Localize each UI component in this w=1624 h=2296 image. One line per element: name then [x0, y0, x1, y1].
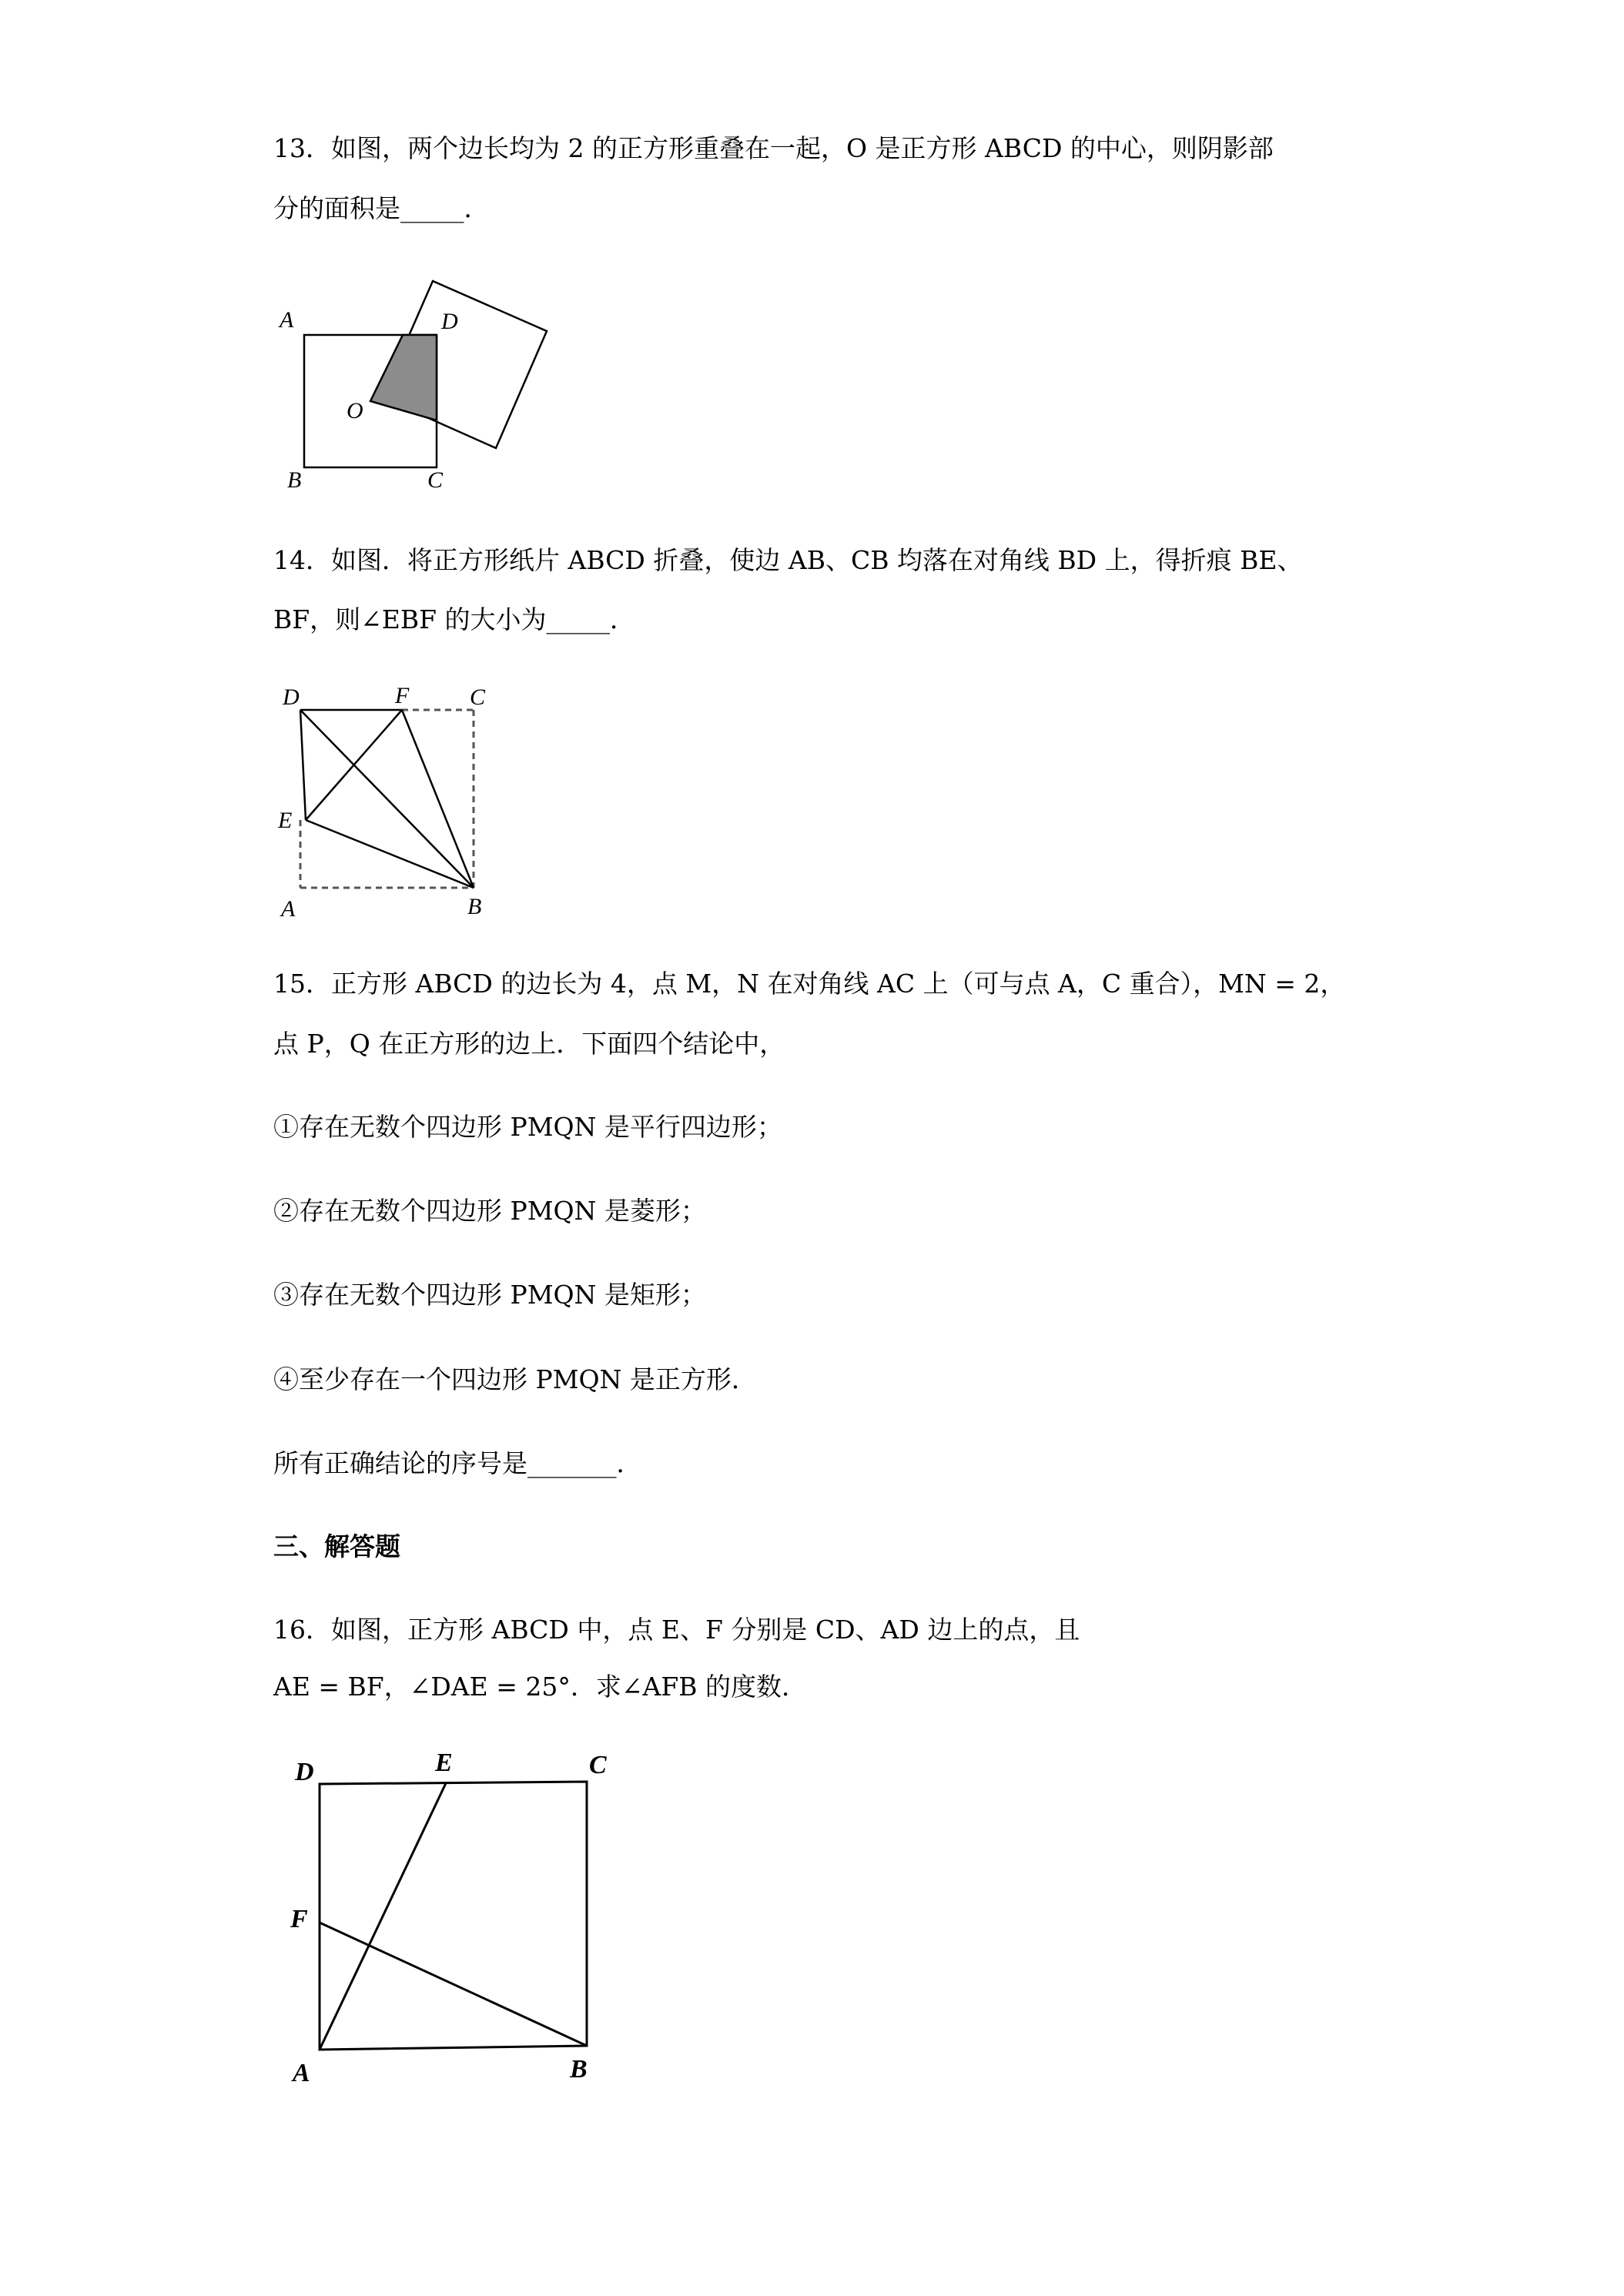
q13-label-b: B	[287, 467, 302, 493]
q14-line-fb	[402, 710, 474, 888]
q14-label-c: C	[470, 684, 486, 710]
q16-square-abcd	[320, 1782, 587, 2050]
q14-text-line2: BF，则∠EBF 的大小为_____．	[273, 604, 636, 634]
q16-line-ae	[320, 1783, 446, 2050]
q14-label-e: E	[278, 808, 293, 833]
q15-text-line2: 点 P，Q 在正方形的边上．下面四个结论中，	[273, 1029, 785, 1059]
q14-text-line1: 14．如图．将正方形纸片 ABCD 折叠，使边 AB、CB 均落在对角线 BD 上，得折痕 BE、	[273, 545, 1303, 575]
q16-label-f: F	[290, 1905, 308, 1933]
q16-label-a: A	[293, 2059, 310, 2087]
q16-line-bf	[320, 1923, 587, 2046]
q13-text-line1: 13．如图，两个边长均为 2 的正方形重叠在一起，O 是正方形 ABCD 的中心，则阴影部	[273, 133, 1274, 163]
q14-line-db	[300, 710, 474, 888]
q15-item-1: ①存在无数个四边形 PMQN 是平行四边形；	[273, 1112, 782, 1142]
q16-text-line2: AE = BF，∠DAE = 25°．求∠AFB 的度数．	[273, 1672, 807, 1702]
q16-text-line1: 16．如图，正方形 ABCD 中，点 E、F 分别是 CD、AD 边上的点，且	[273, 1615, 1080, 1645]
q14-label-f: F	[395, 683, 410, 708]
q16-label-c: C	[589, 1751, 607, 1779]
q14-label-d: D	[283, 684, 300, 710]
q13-label-c: C	[427, 467, 444, 493]
q13-shaded-region	[370, 335, 437, 420]
q14-label-b: B	[467, 894, 482, 919]
q15-text-line1: 15．正方形 ABCD 的边长为 4，点 M，N 在对角线 AC 上（可与点 A，C 重合），MN = 2，	[273, 969, 1346, 999]
q16-label-d: D	[295, 1758, 314, 1786]
q15-item-4: ④至少存在一个四边形 PMQN 是正方形．	[273, 1364, 757, 1394]
section-title: 三、解答题	[273, 1531, 400, 1561]
q16-label-b: B	[570, 2055, 588, 2083]
q15-item-3: ③存在无数个四边形 PMQN 是矩形；	[273, 1280, 706, 1310]
q13-label-a: A	[280, 307, 294, 333]
q15-item-2: ②存在无数个四边形 PMQN 是菱形；	[273, 1196, 706, 1226]
q13-text-line2: 分的面积是_____．	[273, 193, 490, 223]
q15-answer-line: 所有正确结论的序号是_______．	[273, 1448, 642, 1478]
q14-line-eb	[306, 820, 474, 888]
q13-label-d: D	[441, 309, 458, 334]
q14-line-de	[300, 710, 306, 820]
q14-line-ef	[306, 710, 402, 820]
q16-label-e: E	[435, 1749, 453, 1777]
q13-label-o: O	[347, 398, 363, 423]
q13-figure	[273, 266, 566, 497]
q14-figure	[273, 674, 504, 928]
q14-label-a: A	[281, 896, 296, 922]
q16-figure	[281, 1740, 635, 2094]
